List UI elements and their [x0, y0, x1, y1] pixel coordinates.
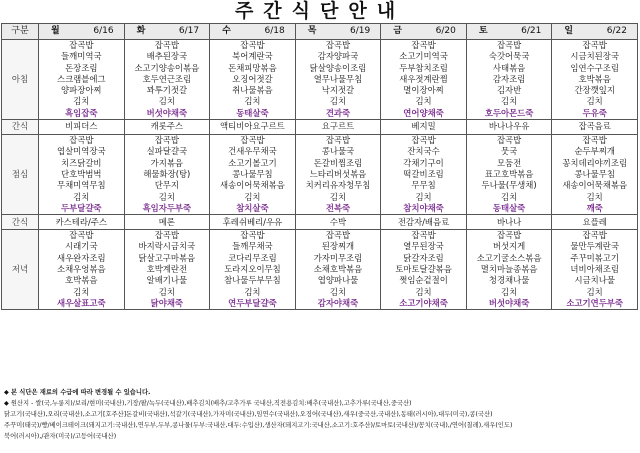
menu-item: 소고기굴소스볶음	[476, 252, 542, 263]
menu-item: 숙갓어묵국	[488, 51, 530, 62]
menu-item: 청경채나물	[488, 275, 530, 286]
menu-item: 김치	[73, 96, 90, 107]
menu-item: 참나물두부무침	[224, 275, 281, 286]
menu-item: 잡곡밥	[582, 40, 607, 50]
menu-item: 김치	[415, 191, 432, 202]
menu-item: 단무지	[154, 180, 179, 191]
day-name: 일	[564, 25, 574, 36]
day-name: 목	[307, 25, 317, 36]
menu-cell	[295, 135, 381, 215]
special-porridge: 전복죽	[325, 202, 351, 213]
menu-item: 김치	[501, 96, 518, 107]
menu-item: 소채호박볶음	[313, 264, 363, 275]
menu-cell	[381, 135, 467, 215]
meal-row	[2, 135, 638, 215]
menu-item: 감자양파국	[317, 51, 359, 62]
menu-item: 잡곡밥	[154, 135, 179, 146]
menu-cell	[295, 120, 381, 135]
special-porridge: 흑임자두부죽	[142, 202, 192, 213]
menu-item: 실파달걀국	[146, 146, 188, 157]
menu-item: 김치	[244, 286, 261, 297]
menu-item: 잡곡밥	[325, 40, 351, 50]
menu-item: 무무침	[411, 180, 436, 191]
menu-item: 잡곡밥	[69, 135, 94, 146]
menu-item: 두부참치조림	[399, 62, 448, 73]
menu-item: 순두부찌개	[574, 146, 615, 157]
menu-cell	[381, 230, 467, 310]
menu-item: 잡곡밥	[69, 230, 94, 241]
menu-item: 스크램블에그	[57, 73, 106, 84]
menu-item: 치즈닭갈비	[61, 157, 102, 168]
menu-item: 메론	[158, 216, 175, 227]
meal-row	[2, 40, 638, 120]
menu-item: 김치	[501, 191, 518, 202]
special-porridge: 새우살표고죽	[57, 297, 106, 308]
menu-cell	[381, 40, 467, 120]
menu-item: 잡곡밥	[240, 230, 265, 241]
menu-cell	[210, 135, 296, 215]
menu-item: 간장깻잎지	[574, 85, 615, 96]
menu-item: 단호박범벅	[61, 168, 102, 179]
menu-item: 모둠전	[496, 157, 522, 168]
day-date: 6/19	[350, 25, 371, 36]
meal-label: 저녁	[2, 230, 39, 310]
menu-item: 소채우엉볶음	[57, 264, 106, 275]
menu-item: 쩟임순겉절이	[399, 275, 448, 286]
menu-item: 새송이어묵채볶음	[562, 180, 628, 191]
menu-item: 김치	[586, 96, 603, 107]
menu-cell	[466, 215, 552, 230]
day-date: 6/17	[178, 25, 200, 36]
menu-item: 두나물(무생채)	[481, 180, 537, 191]
meal-label: 간식	[2, 215, 39, 230]
menu-item: 시금치나물	[574, 275, 615, 286]
menu-item: 낙지젓갈	[321, 85, 355, 96]
menu-item: 녀비아채조림	[570, 264, 619, 275]
menu-item: 잡곡밥	[154, 40, 179, 50]
meal-row	[2, 120, 638, 135]
menu-item: 시금치된장국	[570, 51, 619, 62]
day-date: 6/22	[606, 25, 627, 36]
menu-item: 된장찌개	[321, 241, 355, 252]
menu-item: 호박볶음	[578, 73, 611, 84]
menu-item: 요플레	[582, 216, 607, 227]
header-day-2	[210, 24, 296, 40]
menu-item: 알배기나물	[146, 275, 188, 286]
menu-item: 액티비아요구르트	[220, 121, 285, 132]
header-row	[2, 24, 638, 40]
special-porridge: 동태살죽	[236, 107, 269, 118]
meal-row	[2, 215, 638, 230]
menu-item: 김치	[329, 96, 347, 107]
menu-cell	[124, 230, 210, 310]
note-line: ◆ 본 식단은 재료의 수급에 따라 변경될 수 있습니다.	[4, 389, 151, 396]
menu-item: 콩나물국	[321, 146, 355, 157]
special-porridge: 흑임잡죽	[65, 107, 98, 118]
day-name: 화	[136, 25, 146, 36]
menu-item: 새우완자조림	[57, 252, 106, 263]
menu-item: 떡갈비조림	[403, 168, 444, 179]
menu-item: 닭살양송이조림	[309, 62, 367, 73]
menu-item: 잡곡밥	[240, 40, 265, 50]
menu-item: 가자미무조림	[313, 252, 363, 263]
menu-item: 가지볶음	[150, 157, 184, 168]
menu-item: 바나나우유	[488, 121, 530, 132]
menu-item: 꽁치데리야끼조림	[562, 157, 628, 168]
menu-item: 호박볶음	[65, 275, 98, 286]
menu-item: 뭇국	[501, 146, 518, 157]
menu-item: 김치	[73, 191, 90, 202]
menu-item: 도라지오이무침	[224, 264, 281, 275]
menu-cell	[466, 230, 552, 310]
day-date: 6/16	[93, 25, 114, 36]
menu-cell	[552, 40, 638, 120]
menu-item: 김치	[244, 191, 261, 202]
menu-cell	[210, 230, 296, 310]
menu-item: 버섯지게	[492, 241, 526, 252]
menu-item: 돈갈비찜조림	[313, 157, 363, 168]
day-date: 6/18	[264, 25, 285, 36]
menu-item: 김치	[73, 286, 90, 297]
meal-label: 간식	[2, 120, 39, 135]
header-day-1	[124, 24, 210, 40]
special-porridge: 닭야채죽	[150, 297, 184, 308]
meal-label: 아침	[2, 40, 39, 120]
note-line: ◆ 원산지 - 쌀(국,누룽지)/보리/현미(국내산),기장/팥/녹두(국내산),배추김치(배추/고추가루 국내산,직전용김치:배추(국내산),고추가루(국내산,중국산)	[4, 400, 412, 407]
notes-section	[4, 387, 638, 442]
menu-cell	[39, 40, 125, 120]
menu-item: 김치	[586, 191, 603, 202]
menu-cell	[39, 120, 125, 135]
header-day-0	[39, 24, 125, 40]
menu-item: 임연수구조림	[570, 62, 619, 73]
note-line: 주꾸미(태국)/빵/베이크테이크(돼지고기:국내산),연두부,두부,콩나물(두부:국내산,대두:수입산),생산자(돼지고기:국내산,소고기:호주산)/토마토(국내산)/꽁치(국내),/연어(칠레),새우(인도)	[4, 422, 513, 429]
menu-cell	[295, 230, 381, 310]
menu-item: 김치	[244, 96, 261, 107]
menu-item: 콩나물무침	[232, 168, 273, 179]
header-day-5	[466, 24, 552, 40]
meal-label: 점심	[2, 135, 39, 215]
menu-item: 새우젓계란찜	[399, 73, 448, 84]
menu-item: 토마토달걀볶음	[395, 264, 452, 275]
special-porridge: 감자야채죽	[317, 297, 359, 308]
menu-item: 코다리무조림	[228, 252, 277, 263]
special-porridge: 두부달걀죽	[61, 202, 102, 213]
menu-item: 소고기볼고기	[228, 157, 277, 168]
menu-item: 잡곡밥	[411, 135, 436, 146]
menu-item: 잡곡밥	[582, 135, 607, 146]
note-line: 닭고기(국내산),오리(국내산),소고기[호주산]돈갈비(국내산),석갈기(국내산),가자미(국내산),임연수(국내산),오징어(국내산),새우(중국산,국내산),동태(러시아),대두(미국),콩(국산)	[4, 411, 493, 418]
menu-item: 치커리유자청무침	[305, 180, 371, 191]
menu-item: 소고기미역국	[399, 51, 448, 62]
menu-cell	[552, 230, 638, 310]
note-line: 북어(러시아),/관자(미국)/고등어(국내산)	[4, 433, 117, 440]
menu-item: 양파장아찌	[61, 85, 102, 96]
menu-item: 들깨무채국	[232, 241, 273, 252]
menu-item: 수박	[329, 216, 347, 227]
menu-item: 잡곡밥	[411, 40, 436, 50]
menu-cell	[210, 40, 296, 120]
special-porridge: 두유죽	[582, 107, 607, 118]
menu-item: 캐롯주스	[150, 121, 184, 132]
menu-item: 카스테라/주스	[55, 216, 107, 227]
special-porridge: 버섯야채죽	[488, 297, 530, 308]
menu-cell	[39, 135, 125, 215]
menu-item: 꽈투기젓갈	[146, 85, 188, 96]
menu-item: 돈채피망볶음	[228, 62, 277, 73]
menu-item: 잡곡밥	[325, 135, 351, 146]
menu-item: 닭갈자조림	[403, 252, 444, 263]
day-name: 금	[393, 25, 402, 36]
menu-item: 김치	[158, 96, 175, 107]
menu-item: 들깨미역국	[61, 51, 102, 62]
menu-item: 주꾸미볶고기	[570, 252, 619, 263]
header-day-4	[381, 24, 467, 40]
menu-cell	[381, 215, 467, 230]
menu-cell	[381, 120, 467, 135]
menu-item: 후레쉬베리/우유	[222, 216, 283, 227]
menu-item: 김치	[158, 191, 175, 202]
menu-cell	[210, 215, 296, 230]
menu-item: 열무된장국	[403, 241, 444, 252]
menu-item: 김치	[329, 286, 347, 297]
menu-cell	[124, 215, 210, 230]
special-porridge: 호두아몬드죽	[484, 107, 534, 118]
menu-item: 김치	[501, 286, 518, 297]
menu-cell	[210, 120, 296, 135]
menu-item: 취나물볶음	[232, 85, 273, 96]
menu-item: 잡곡밥	[496, 135, 522, 146]
menu-item: 멸치마늘종볶음	[480, 264, 538, 275]
menu-item: 돈장조림	[65, 62, 98, 73]
menu-cell	[124, 120, 210, 135]
menu-item: 잡곡밥	[154, 230, 179, 241]
menu-item: 김치	[329, 191, 347, 202]
menu-cell	[295, 215, 381, 230]
special-porridge: 동태살죽	[492, 202, 526, 213]
special-porridge: 견과죽	[325, 107, 351, 118]
menu-cell	[552, 120, 638, 135]
menu-item: 무채미역무침	[57, 180, 106, 191]
menu-cell	[124, 40, 210, 120]
menu-item: 닭살고구마볶음	[138, 252, 196, 263]
menu-cell	[466, 40, 552, 120]
menu-item: 해물화장(탕)	[143, 168, 191, 179]
menu-item: 잔치국수	[407, 146, 440, 157]
special-porridge: 버섯야채죽	[146, 107, 188, 118]
menu-item: 콩나물무침	[574, 168, 615, 179]
menu-item: 잡곡음료	[578, 121, 611, 132]
special-porridge: 연두부달걀죽	[228, 297, 277, 308]
special-porridge: 소고기야채죽	[399, 297, 448, 308]
menu-cell	[39, 230, 125, 310]
header-label: 구분	[2, 24, 39, 40]
menu-item: 잡곡밥	[411, 230, 436, 241]
day-date: 6/20	[435, 25, 456, 36]
menu-cell	[124, 135, 210, 215]
header-day-3	[295, 24, 381, 40]
day-name: 토	[478, 25, 488, 36]
menu-item: 북어계란국	[232, 51, 273, 62]
menu-item: 시래기국	[65, 241, 98, 252]
menu-item: 오징어젓갈	[232, 73, 273, 84]
menu-item: 잡곡밥	[496, 40, 522, 50]
menu-item: 김자반	[496, 85, 522, 96]
menu-item: 느타리버섯볶음	[309, 168, 367, 179]
page-title: 주간식단안내	[234, 0, 406, 22]
menu-item: 잡곡밥	[496, 230, 522, 241]
menu-item: 요구르트	[321, 121, 355, 132]
day-name: 월	[51, 25, 60, 36]
menu-item: 사태볶음	[492, 62, 526, 73]
menu-item: 전감자/배음료	[397, 216, 450, 227]
menu-item: 호박계란전	[146, 264, 188, 275]
menu-item: 건새우무채국	[228, 146, 277, 157]
special-porridge: 참치살죽	[236, 202, 269, 213]
menu-item: 엽살미역장국	[57, 146, 106, 157]
menu-item: 배추된장국	[146, 51, 188, 62]
special-porridge: 깨죽	[586, 202, 603, 213]
menu-item: 감자조림	[492, 73, 526, 84]
menu-item: 잡곡밥	[240, 135, 265, 146]
menu-item: 비피더스	[65, 121, 98, 132]
header-day-6	[552, 24, 638, 40]
meal-row	[2, 230, 638, 310]
special-porridge: 참치야채죽	[403, 202, 444, 213]
menu-item: 열무나물무침	[313, 73, 363, 84]
menu-item: 호두연근조림	[142, 73, 192, 84]
menu-item: 엽양파나물	[317, 275, 359, 286]
menu-item: 김치	[158, 286, 175, 297]
menu-cell	[466, 120, 552, 135]
menu-item: 잡곡밥	[69, 40, 94, 50]
special-porridge: 소고기연두부죽	[566, 297, 623, 308]
menu-item: 잡곡밥	[325, 230, 351, 241]
menu-item: 물만두계란국	[570, 241, 619, 252]
menu-item: 각채기구이	[403, 157, 444, 168]
menu-cell	[552, 135, 638, 215]
menu-item: 베지밀	[411, 121, 436, 132]
menu-cell	[466, 135, 552, 215]
menu-item: 소고기양송이볶음	[134, 62, 200, 73]
day-date: 6/21	[521, 25, 542, 36]
menu-cell	[295, 40, 381, 120]
menu-item: 바지락시금치국	[138, 241, 196, 252]
menu-item: 표고호박볶음	[484, 168, 534, 179]
weekly-menu-table	[1, 23, 638, 310]
day-name: 수	[222, 25, 231, 36]
menu-cell	[39, 215, 125, 230]
menu-item: 김치	[586, 286, 603, 297]
menu-cell	[552, 215, 638, 230]
menu-item: 잡곡밥	[582, 230, 607, 241]
menu-item: 멸이장아찌	[403, 85, 444, 96]
menu-item: 김치	[415, 286, 432, 297]
menu-item: 김치	[415, 96, 432, 107]
special-porridge: 연어양채죽	[403, 107, 444, 118]
menu-item: 바나나	[496, 216, 522, 227]
menu-item: 새송이어묵채볶음	[220, 180, 285, 191]
